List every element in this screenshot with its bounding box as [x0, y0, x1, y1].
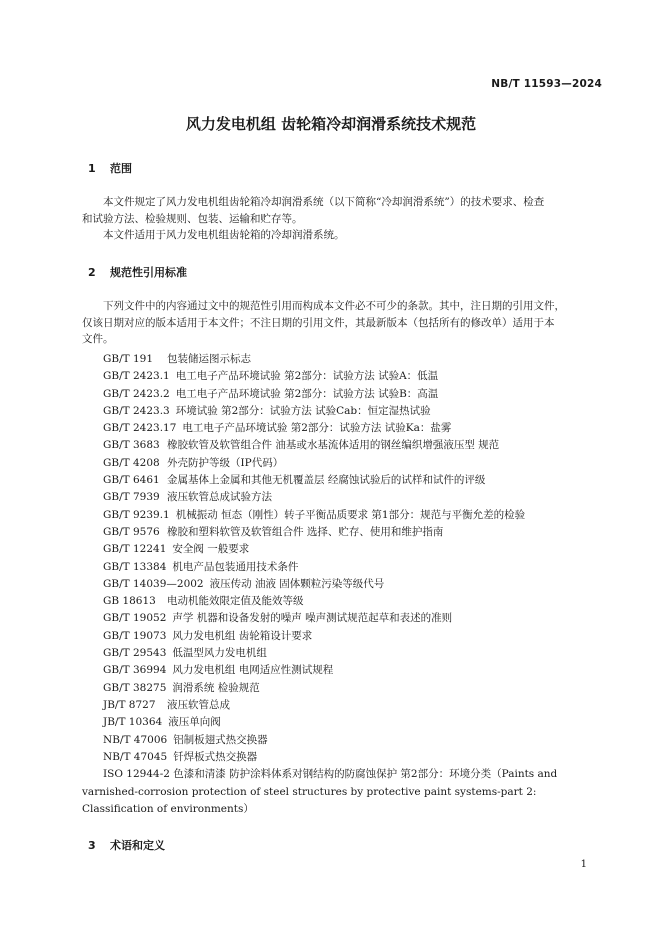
reference-title: 液压单向阀: [168, 716, 221, 729]
reference-item: [103, 645, 603, 662]
reference-item: [103, 662, 603, 679]
reference-title: 电工电子产品环境试验 第2部分：试验方法 试验B：高温: [175, 387, 439, 400]
reference-code: GB/T 2423.1: [103, 370, 170, 383]
reference-title: 金属基体上金属和其他无机覆盖层 经腐蚀试验后的试样和试件的评级: [167, 474, 486, 487]
reference-item: [103, 541, 603, 558]
reference-item: [103, 559, 603, 576]
reference-code: GB/T 191: [103, 353, 154, 365]
reference-item: [103, 732, 603, 749]
reference-item: [103, 403, 603, 420]
reference-item: [103, 524, 603, 541]
reference-code: GB/T 29543: [103, 647, 167, 660]
reference-list: [103, 351, 603, 766]
section-title: 术语和定义: [110, 839, 165, 852]
reference-code: JB/T 10364: [103, 716, 163, 729]
section-heading-terms-definitions: [88, 837, 165, 853]
section-title: 范围: [110, 162, 132, 175]
reference-item: [103, 576, 603, 593]
reference-title: 液压传动 油液 固体颗粒污染等级代号: [209, 577, 385, 590]
page-number: 1: [580, 859, 587, 870]
reference-title: 风力发电机组 电网适应性测试规程: [172, 664, 334, 677]
reference-title: 风力发电机组 齿轮箱设计要求: [172, 629, 313, 642]
reference-code: GB/T 3683: [103, 439, 160, 452]
reference-item: [103, 472, 603, 489]
reference-code: GB/T 2423.17: [103, 422, 177, 435]
reference-title: 声学 机器和设备发射的噪声 噪声测试规范起草和表述的准则: [172, 612, 453, 625]
reference-title: 电工电子产品环境试验 第2部分：试验方法 试验A：低温: [175, 370, 439, 383]
reference-item: [103, 489, 603, 506]
section-title: 规范性引用标准: [110, 266, 187, 279]
reference-title: 铝制板翅式热交换器: [173, 733, 268, 746]
reference-code: GB/T 2423.2: [103, 387, 170, 400]
reference-item: [103, 507, 603, 524]
reference-title: 机械振动 恒态（刚性）转子平衡品质要求 第1部分：规范与平衡允差的检验: [175, 508, 526, 521]
reference-item: [103, 610, 603, 627]
reference-iso-12944-2: ISO 12944-2 色漆和清漆 防护涂料体系对钢结构的防腐蚀保护 第2部分：环境分类（Paints and varnished-corrosion protection of steel structures by protective paint systems-part 2: Classification of environments）: [82, 768, 558, 815]
section-number: 3: [88, 839, 96, 852]
reference-title: 润滑系统 检验规范: [172, 681, 260, 694]
section-heading-scope: [88, 160, 132, 176]
reference-title: 安全阀 一般要求: [172, 543, 250, 556]
reference-item: [103, 351, 603, 368]
reference-code: NB/T 47006: [103, 733, 168, 746]
normative-intro-paragraph: 下列文件中的内容通过文中的规范性引用而构成本文件必不可少的条款。其中，注日期的引用文件， 仅该日期对应的版本适用于本文件；不注日期的引用文件，其最新版本（包括所有的修改单）适用于本 文件。: [82, 300, 565, 345]
reference-item: [103, 420, 603, 437]
reference-item: [103, 437, 603, 454]
reference-title: 电工电子产品环境试验 第2部分：试验方法 试验Ka：盐雾: [182, 422, 452, 435]
reference-title: 橡胶软管及软管组合件 油基或水基流体适用的钢丝编织增强液压型 规范: [167, 439, 500, 452]
reference-title: 钎焊板式热交换器: [173, 750, 258, 763]
reference-code: JB/T 8727: [103, 698, 156, 711]
reference-title: 液压软管总成: [167, 698, 230, 711]
reference-code: GB/T 13384: [103, 560, 167, 573]
reference-title: 外壳防护等级（IP代码）: [167, 456, 284, 469]
section-number: 1: [88, 162, 96, 175]
reference-code: GB/T 9239.1: [103, 508, 170, 521]
section-number: 2: [88, 266, 96, 279]
scope-paragraph-1: 本文件规定了风力发电机组齿轮箱冷却润滑系统（以下简称“冷却润滑系统”）的技术要求、检查 和试验方法、检验规则、包装、运输和贮存等。 本文件适用于风力发电机组齿轮箱的冷却润滑系统。: [82, 196, 545, 241]
reference-item: [103, 386, 603, 403]
reference-title: 电动机能效限定值及能效等级: [167, 595, 304, 608]
reference-item: [103, 749, 603, 766]
reference-item: [103, 697, 603, 714]
reference-code: GB 18613: [103, 595, 156, 608]
reference-code: GB/T 7939: [103, 491, 160, 504]
reference-title: 橡胶和塑料软管及软管组合件 选择、贮存、使用和维护指南: [167, 525, 444, 538]
section-heading-normative-references: [88, 264, 187, 280]
reference-code: GB/T 19052: [103, 612, 167, 625]
reference-title: 液压软管总成试验方法: [167, 491, 272, 504]
document-title: 风力发电机组 齿轮箱冷却润滑系统技术规范: [185, 115, 477, 133]
reference-item: [103, 455, 603, 472]
reference-code: GB/T 38275: [103, 681, 167, 694]
reference-item: [103, 680, 603, 697]
reference-item: [103, 593, 603, 610]
reference-code: GB/T 2423.3: [103, 404, 170, 417]
reference-code: GB/T 4208: [103, 456, 160, 469]
reference-item: [103, 368, 603, 385]
reference-code: GB/T 12241: [103, 543, 167, 556]
reference-title: 机电产品包装通用技术条件: [172, 560, 299, 573]
reference-code: GB/T 36994: [103, 664, 167, 677]
standard-code: NB/T 11593—2024: [491, 78, 602, 90]
reference-title: 低温型风力发电机组: [172, 647, 267, 660]
reference-code: NB/T 47045: [103, 750, 168, 763]
reference-item: [103, 628, 603, 645]
reference-title: 环境试验 第2部分：试验方法 试验Cab：恒定湿热试验: [175, 404, 431, 417]
reference-item: [103, 714, 603, 731]
reference-code: GB/T 19073: [103, 629, 167, 642]
reference-code: GB/T 6461: [103, 474, 160, 487]
reference-code: GB/T 14039—2002: [103, 577, 204, 590]
reference-title: 包装储运图示标志: [167, 353, 251, 365]
reference-code: GB/T 9576: [103, 525, 160, 538]
